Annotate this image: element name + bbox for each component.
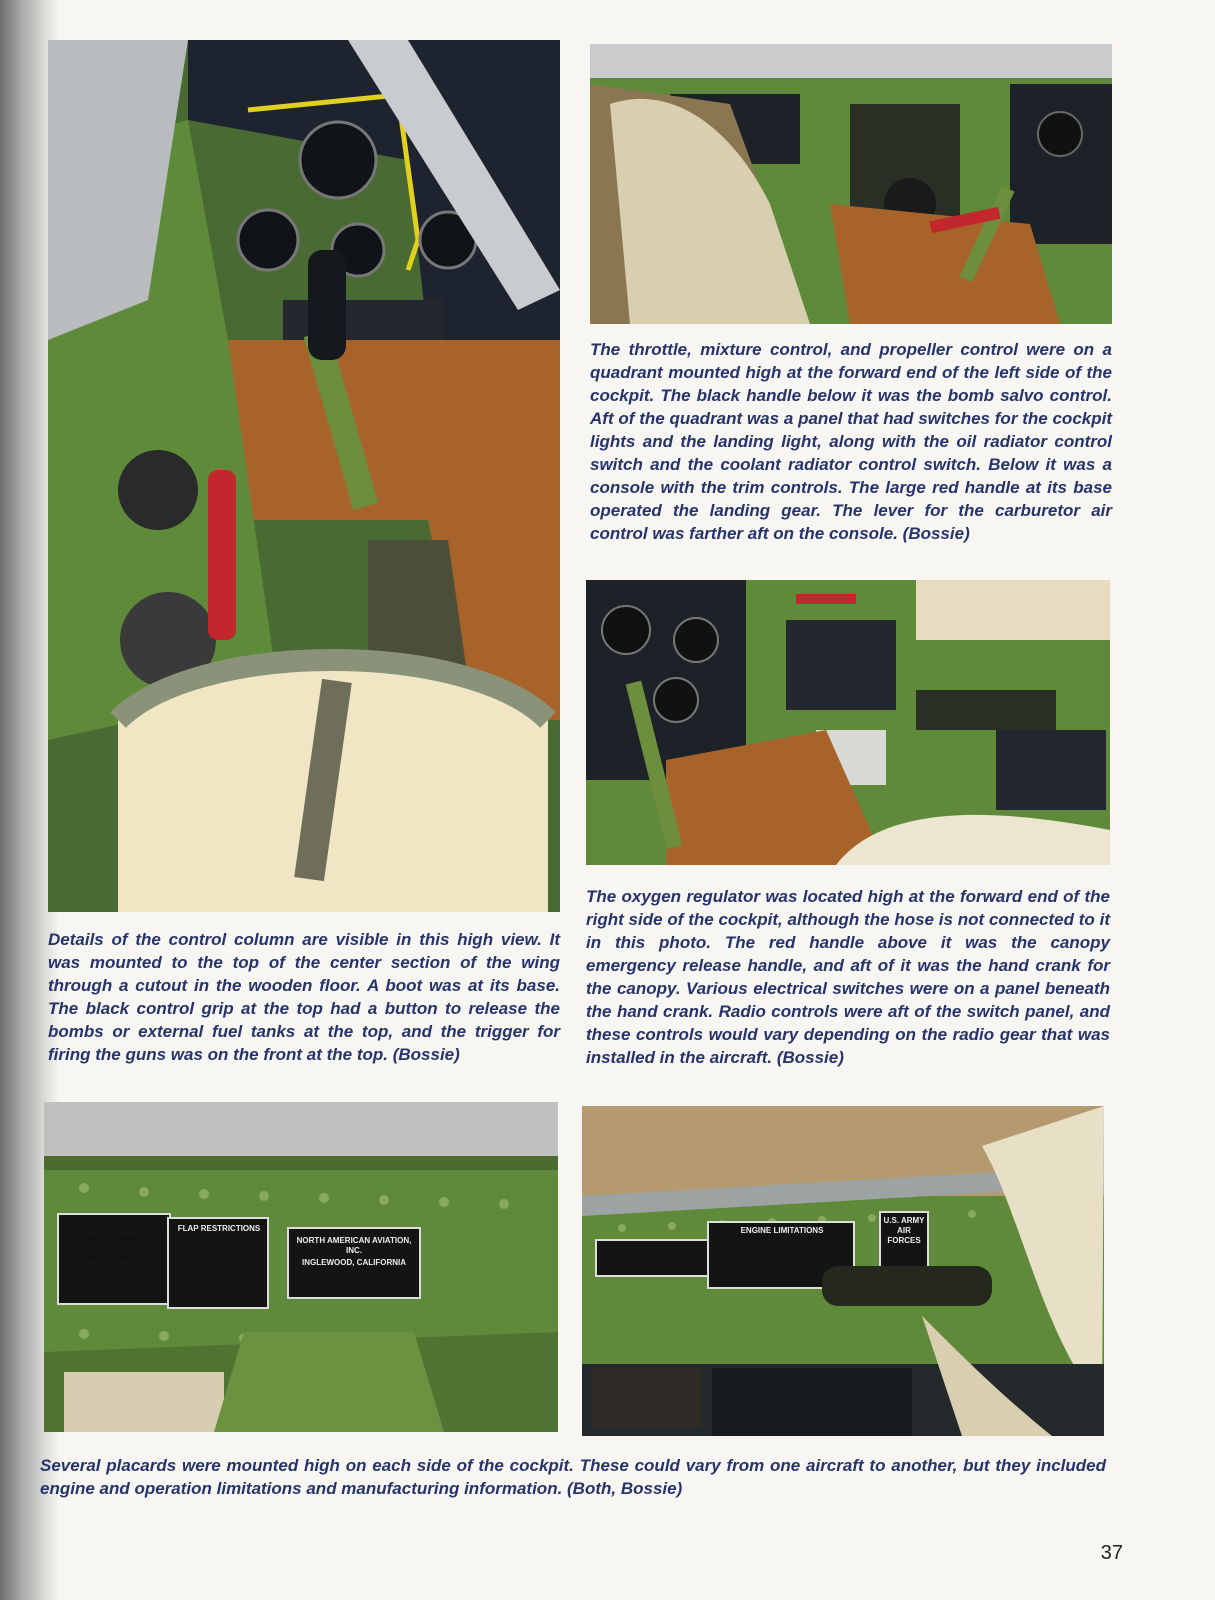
caption-oxygen-regulator: The oxygen regulator was located high at the forward end of the right side of the cockpit, although the hose is not connected to it in this photo. The red handle above it was the canopy emergency release handle, and aft of it was the hand crank for the canopy. Various electrical switches were on a panel beneath the hand crank. Radio controls were aft of the switch panel, and these controls would vary depending on the radio gear that was installed in the aircraft. (Bossie) [586,887,1110,1067]
caption-throttle-quadrant: The throttle, mixture control, and propeller control were on a quadrant mounted high at the forward end of the left side of the cockpit. The black handle below it was the bomb salvo control. Aft of the quadrant was a panel that had switches for the cockpit lights and the landing light, along with the oil radiator control switch and the coolant radiator control switch. Below it was a console with the trim controls. The large red handle at its base operated the landing gear. The lever for the carburetor air control was farther aft on the console. (Bossie) [590,340,1112,543]
photo-throttle-quadrant [590,44,1112,324]
right-placards-illustration [582,1106,1104,1436]
photo-control-column [48,40,560,912]
placard-engine-limitations: ENGINE LIMITATIONS [740,1226,824,1235]
oxygen-regulator-illustration [586,580,1110,865]
caption-placards: Several placards were mounted high on each side of the cockpit. These could vary from one aircraft to another, but they included engine and operation limitations and manufacturing information. (Both, Bossie) [40,1456,1106,1498]
photo-oxygen-regulator [586,580,1110,865]
placard-maker: NORTH AMERICAN AVIATION, INC. [296,1236,412,1255]
placard-maker-city: INGLEWOOD, CALIFORNIA [302,1258,406,1267]
throttle-quadrant-illustration [590,44,1112,324]
caption-control-column: Details of the control column are visible in this high view. It was mounted to the top of the center section of the wing through a cutout in the wooden floor. A boot was at its base. The black control grip at the top had a button to release the bombs or external fuel tanks at the top, and the trigger for firing the guns was on the front at the top. (Bossie) [48,930,560,1064]
placard-forces: U.S. ARMY AIR FORCES [883,1216,925,1245]
photo-right-placards [582,1106,1104,1436]
control-column-illustration [48,40,560,912]
page-number: 37 [1100,1542,1123,1564]
placard-left-limits: MAX DIVING SPEED 505 I A S · MAX DIVING RPM. 3240 · DO NOT LOWER LANDING GEAR ABOVE 170 IAS. [65,1224,163,1273]
placard-flap-restrictions: FLAP RESTRICTIONS [177,1224,261,1233]
